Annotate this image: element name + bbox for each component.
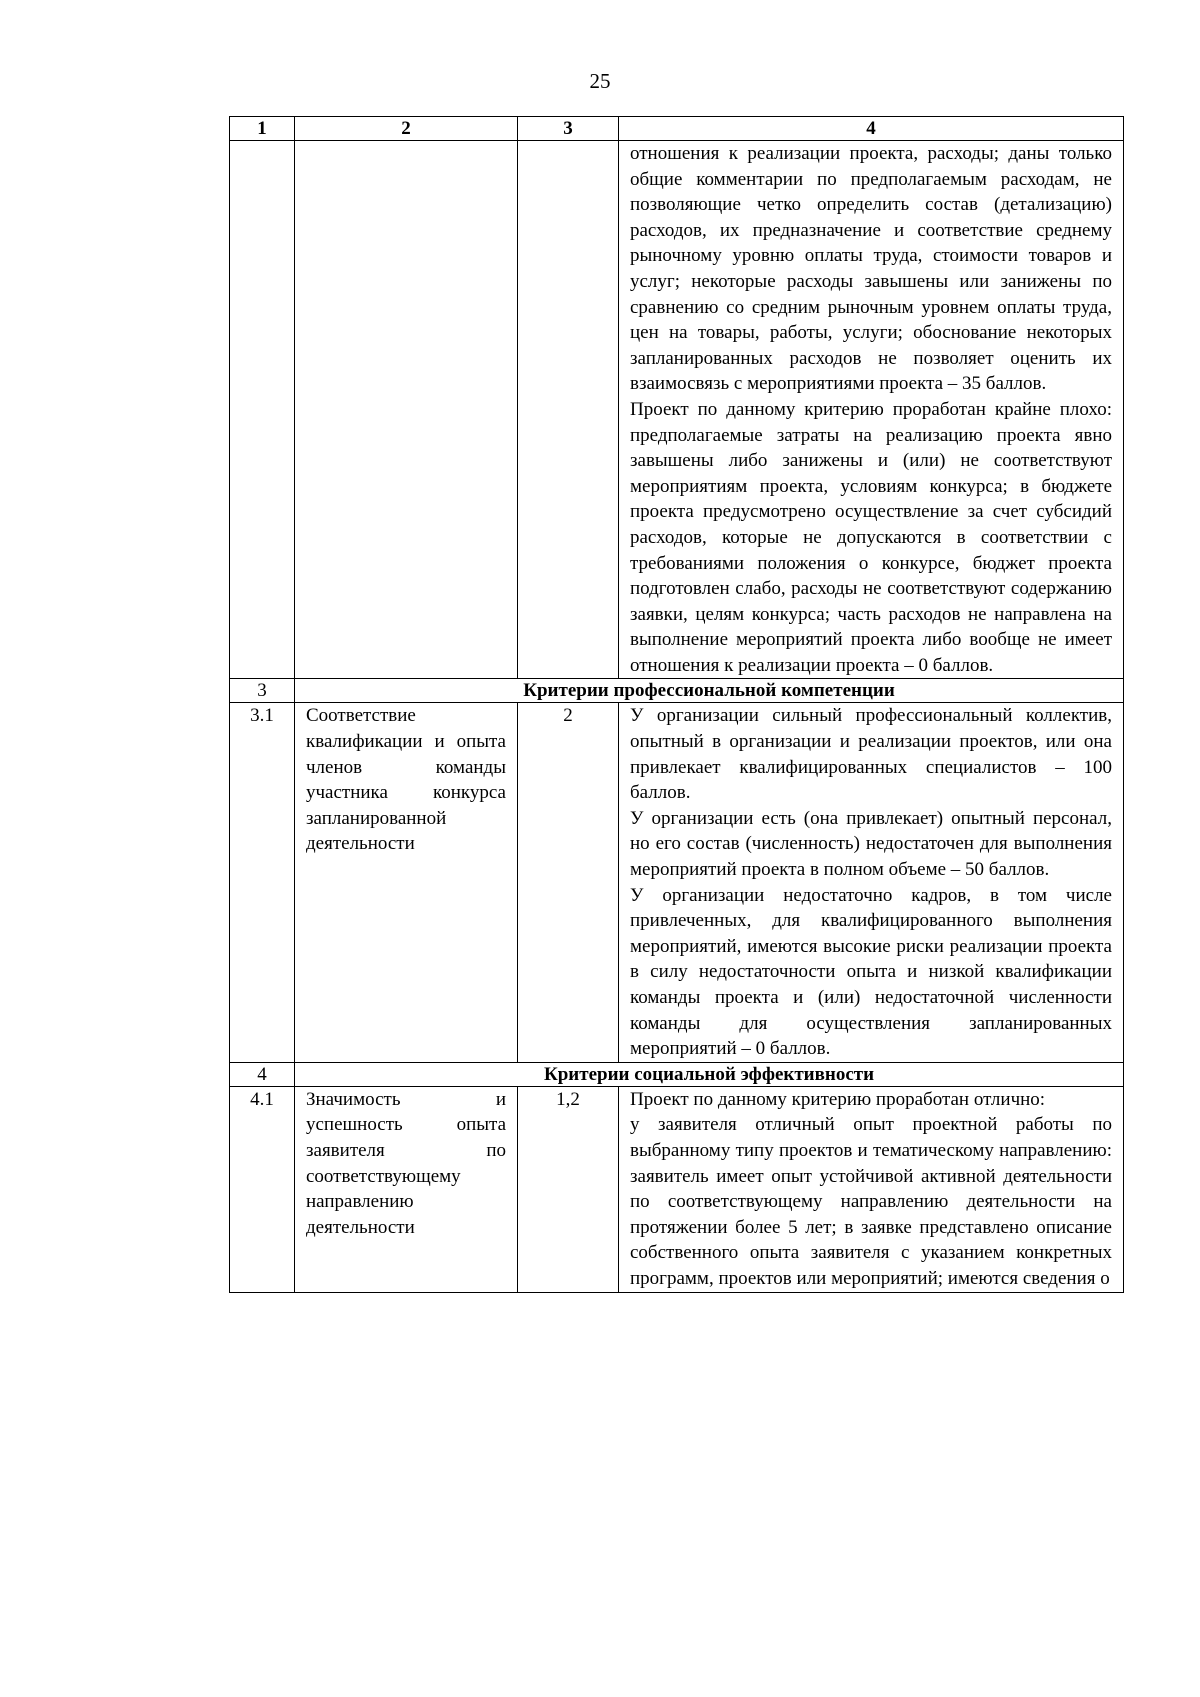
section-row-4 <box>230 1062 1124 1086</box>
criterion-description <box>619 1086 1124 1292</box>
description-paragraph: Проект по данному критерию проработан крайне плохо: предполагаемые затраты на реализацию проекта явно завышены либо занижены и (или) не соответствуют мероприятиям проекта, условиям конкурса; в бюджете проекта предусмотрено осуществление за счет субсидий расходов, которые не допускаются в соответствии с требованиями положения о конкурсе, бюджет проекта подготовлен слабо, расходы не соответствуют содержанию заявки, целям конкурса; часть расходов не направлена на выполнение мероприятий проекта либо вообще не имеет отношения к реализации проекта – 0 баллов. <box>630 398 1112 676</box>
criterion-number: 3.1 <box>230 703 295 1062</box>
header-col-1: 1 <box>230 117 295 141</box>
section-title: Критерии социальной эффективности <box>295 1062 1124 1086</box>
section-number: 4 <box>230 1062 295 1086</box>
table-row-continued <box>230 141 1124 679</box>
criterion-weight: 2 <box>518 703 619 1062</box>
section-number: 3 <box>230 679 295 703</box>
criterion-description <box>619 703 1124 1062</box>
header-col-4: 4 <box>619 117 1124 141</box>
table-header-row <box>230 117 1124 141</box>
description-paragraph: У организации сильный профессиональный коллектив, опытный в организации и реализации проектов, или она привлекает квалифицированных специалистов – 100 баллов. <box>630 705 1112 804</box>
page-number: 25 <box>589 69 611 93</box>
criterion-number: 4.1 <box>230 1086 295 1292</box>
description-paragraph: отношения к реализации проекта, расходы; даны только общие комментарии по предполагаемым расходам, не позволяющие четко определить состав (детализацию) расходов, их предназначение и соответствие среднему рыночному уровню оплаты труда, стоимости товаров и услуг; некоторые расходы завышены или занижены по сравнению со средним рыночным уровнем оплаты труда, цен на товары, работы, услуги; обоснование некоторых запланированных расходов не позволяет оценить их взаимосвязь с мероприятиями проекта – 35 баллов. <box>630 143 1112 395</box>
description-paragraph: У организации недостаточно кадров, в том числе привлеченных, для квалифицированного выполнения мероприятий, имеются высокие риски реализации проекта в силу недостаточности опыта и низкой квалификации команды проекта и (или) недостаточной численности команды для осуществления запланированных мероприятий – 0 баллов. <box>630 884 1112 1060</box>
section-row-3 <box>230 679 1124 703</box>
criterion-description <box>619 141 1124 679</box>
criteria-table <box>229 116 1124 1293</box>
criterion-name: Значимость и успешность опыта заявителя по соответствующему направлению деятельности <box>295 1086 518 1292</box>
criterion-weight: 1,2 <box>518 1086 619 1292</box>
description-paragraph: Проект по данному критерию проработан отлично: <box>630 1088 1046 1110</box>
table-row-3-1 <box>230 703 1124 1062</box>
description-paragraph: у заявителя отличный опыт проектной работы по выбранному типу проектов и тематическому направлению: заявитель имеет опыт устойчивой активной деятельности по соответствующему направлению деятельности на протяжении более 5 лет; в заявке представлено описание собственного опыта заявителя с указанием конкретных программ, проектов или мероприятий; имеются сведения о <box>630 1114 1112 1289</box>
criterion-name: Соответствие квалификации и опыта членов команды участника конкурса запланированной деятельности <box>295 703 518 1062</box>
description-paragraph: У организации есть (она привлекает) опытный персонал, но его состав (численность) недостаточен для выполнения мероприятий проекта в полном объеме – 50 баллов. <box>630 807 1112 881</box>
header-col-3: 3 <box>518 117 619 141</box>
section-title: Критерии профессиональной компетенции <box>295 679 1124 703</box>
table-row-4-1 <box>230 1086 1124 1292</box>
header-col-2: 2 <box>295 117 518 141</box>
